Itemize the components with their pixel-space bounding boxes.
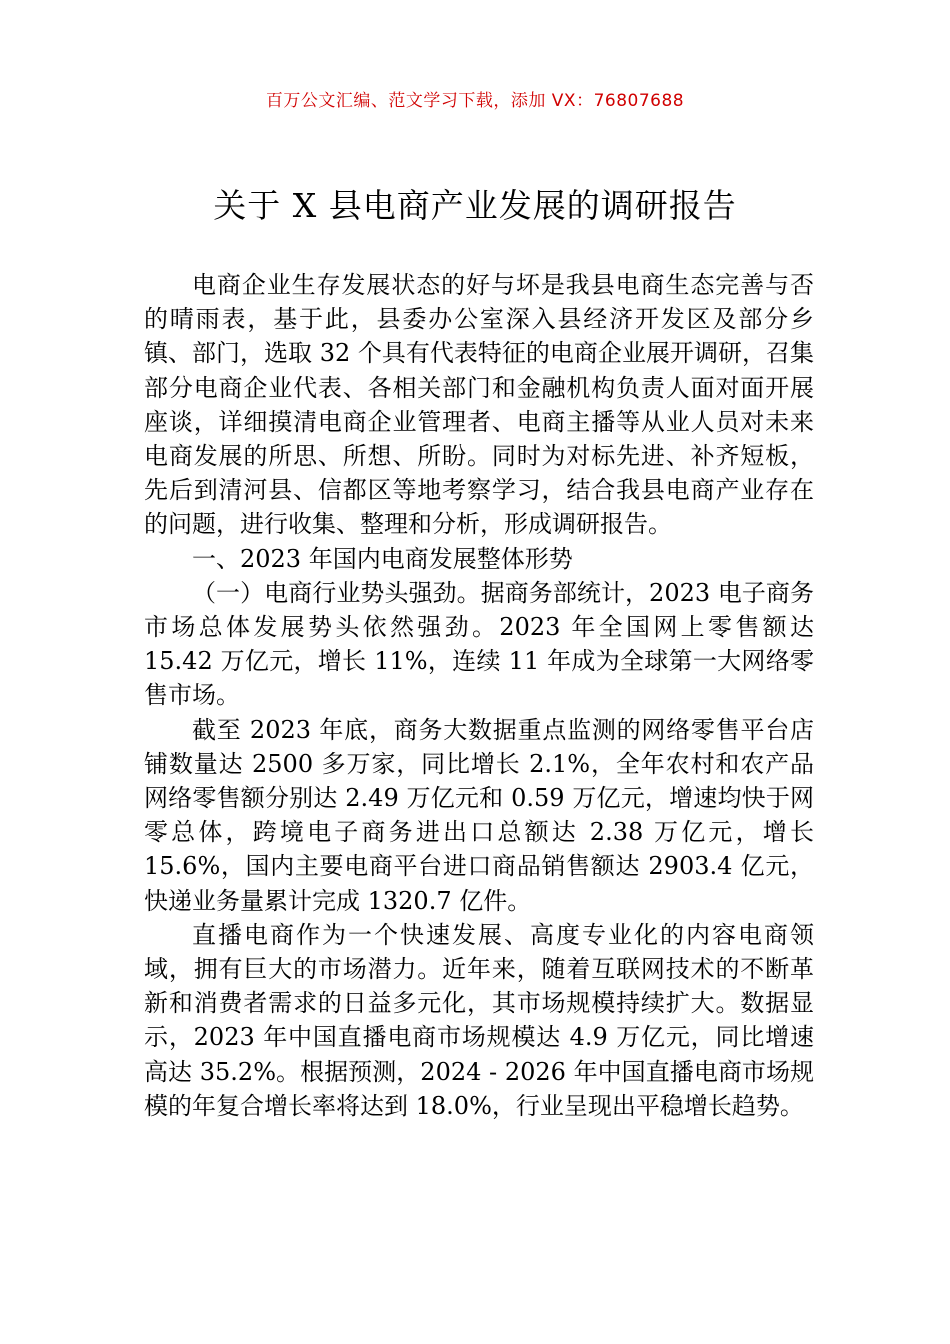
header-note: 百万公文汇编、范文学习下载，添加 VX：76807688 [265, 91, 685, 111]
paragraph-industry-momentum: （一）电商行业势头强劲。据商务部统计，2023 电子商务市场总体发展势头依然强劲。2023 年全国网上零售额达 15.42 万亿元，增长 11%，连续 11 年成为全球第一大网络零售市场。 [144, 578, 814, 710]
paragraph-statistics: 截至 2023 年底，商务大数据重点监测的网络零售平台店铺数量达 2500 多万家，同比增长 2.1%，全年农村和农产品网络零售额分别达 2.49 万亿元和 0.59 万亿元，增速均快于网零总体，跨境电子商务进出口总额达 2.38 万亿元，增长 15.6%，国内主要电商平台进口商品销售额达 2903.4 亿元，快递业务量累计完成 1320.7 亿件。 [144, 715, 814, 915]
paragraph-intro: 电商企业生存发展状态的好与坏是我县电商生态完善与否的晴雨表，基于此，县委办公室深入县经济开发区及部分乡镇、部门，选取 32 个具有代表特征的电商企业展开调研，召集部分电商企业代表、各相关部门和金融机构负责人面对面开展座谈，详细摸清电商企业管理者、电商主播等从业人员对未来电商发展的所思、所想、所盼。同时为对标先进、补齐短板，先后到清河县、信都区等地考察学习，结合我县电商产业存在的问题，进行收集、整理和分析，形成调研报告。 [144, 271, 814, 539]
document-body [144, 268, 814, 1123]
section-heading: 一、2023 年国内电商发展整体形势 [192, 544, 573, 573]
document-title: 关于 X 县电商产业发展的调研报告 [213, 186, 737, 225]
paragraph-live-commerce: 直播电商作为一个快速发展、高度专业化的内容电商领域，拥有巨大的市场潜力。近年来，随着互联网技术的不断革新和消费者需求的日益多元化，其市场规模持续扩大。数据显示，2023 年中国直播电商市场规模达 4.9 万亿元，同比增速高达 35.2%。根据预测，2024 - 2026 年中国直播电商市场规模的年复合增长率将达到 18.0%，行业呈现出平稳增长趋势。 [144, 920, 814, 1120]
